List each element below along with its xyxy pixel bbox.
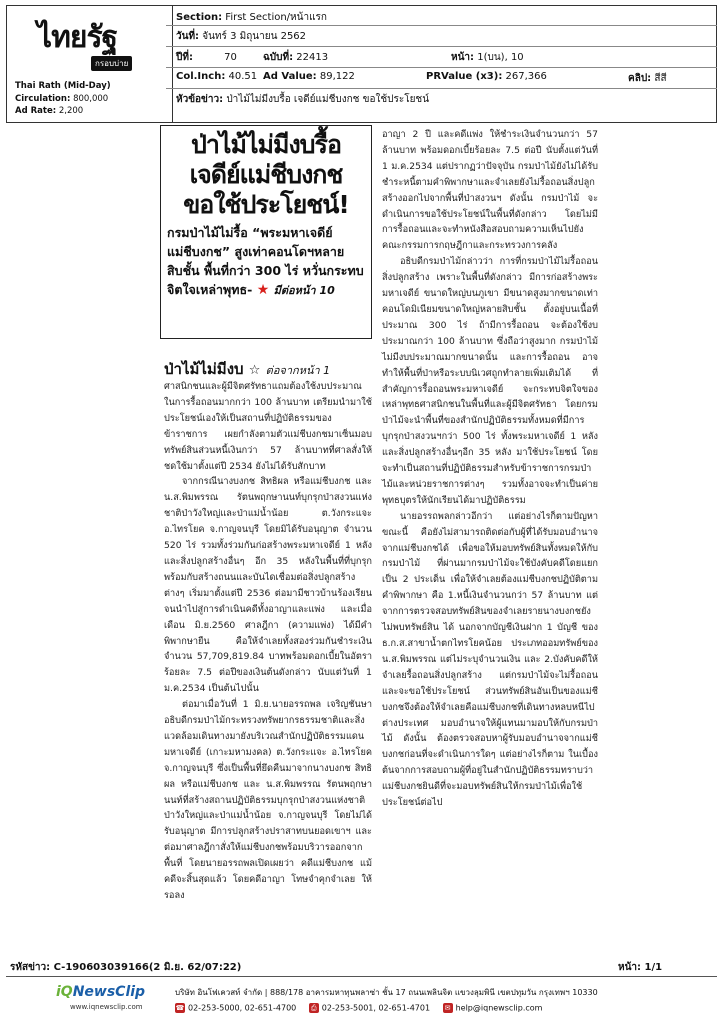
star-outline-icon: ☆	[248, 363, 261, 378]
email-icon: ✉	[443, 1003, 453, 1013]
deck-line-4	[167, 280, 365, 300]
deck-text	[167, 223, 365, 300]
thairath-logo: ไทยรัฐ	[37, 20, 118, 55]
star-icon: ★	[256, 282, 270, 298]
divider	[166, 46, 717, 47]
divider	[166, 88, 717, 89]
phone-icon: ☎	[175, 1004, 185, 1012]
deck-line-1: กรมป่าไม้ไม่รื้อ “พระมหาเจดีย์	[167, 225, 333, 240]
date-value: จันทร์ 3 มิถุนายน 2562	[202, 31, 307, 42]
jump-continued: ต่อจากหน้า 1	[265, 364, 331, 377]
edition-badge: กรอบบ่าย	[91, 56, 132, 71]
ad-rate-row	[15, 105, 111, 118]
date-label: วันที่:	[176, 31, 200, 42]
deck-line-2: แม่ชีบงกช” สูงเท่าคอนโดฯหลาย	[167, 244, 345, 259]
issue-row	[263, 50, 328, 65]
publication-panel	[7, 6, 173, 122]
contact-row	[175, 1003, 542, 1013]
clip-value: สีสี	[654, 73, 667, 84]
year-value: 70	[224, 52, 237, 63]
logo-iq: iQ	[56, 984, 73, 1000]
company-address: บริษัท อินโฟเควสท์ จำกัด | 888/178 อาคารมหาทุนพลาซ่า ชั้น 17 ถนนเพลินจิต แขวงลุมพินี เขตปทุมวัน กรุงเทพฯ 10330	[175, 988, 598, 997]
email-address: help@iqnewsclip.com	[455, 1003, 543, 1013]
headline-line-1: ป่าไม้ไม่มีงบรื้อ	[190, 130, 341, 159]
advalue-value: 89,122	[319, 71, 355, 82]
clip-label: คลิป:	[628, 73, 652, 84]
column-right	[382, 127, 598, 811]
headline-line-3: ขอใช้ประโยชน์!	[183, 190, 349, 219]
jump-title: ป่าไม้ไม่มีงบ	[164, 360, 244, 378]
prvalue-value: 267,366	[505, 71, 547, 82]
iqnewsclip-logo	[56, 984, 145, 1000]
section-row	[176, 10, 327, 25]
colinch-row	[176, 71, 257, 82]
page-label: หน้า:	[451, 52, 475, 63]
logo-newsclip: NewsClip	[72, 984, 146, 1000]
topic-row	[176, 92, 429, 107]
issue-value: 22413	[296, 52, 329, 63]
paragraph: ต่อมาเมื่อวันที่ 1 มิ.ย.นายอรรถพล เจริญชันษาอธิบดีกรมป่าไม้กระทรวงทรัพยากรธรรมชาติและสิ่งแวดล้อมเดินทางมายังบริเวณสำนักปฏิบัติธรรมแดนมหาเจดีย์ (เกาะมหามงคล) ต.วังกระแจะ อ.ไทรโยค จ.กาญจนบุรี ซึ่งเป็นพื้นที่ยึดคืนมาจากนางบงกช สิทธิผล หรือแม่ชีบงกช และ น.ส.พิมพรรณ รัตนพฤกษานนท์ที่สร้างสถานปฏิบัติธรรมบุกรุกป่าสงวนแห่งชาติป่าวังใหญ่และป่าแม่น้ำน้อย จ.กาญจนบุรี โดยไม่ได้รับอนุญาต มีการปลูกสร้างปราสาทบนยอดเขาฯ และต่อมาศาลฎีกาสั่งให้แม่ชีบงกชพร้อมบริวารออกจากพื้นที่ โดยนายอรรถพลเปิดเผยว่า คดีแม่ชีบงกช แม้คดีจะสิ้นสุดแล้ว โดยคดีอาญา โทษจำคุกจำเลย ให้รอลง	[164, 699, 372, 901]
news-reference: รหัสข่าว: C-190603039166(2 มิ.ย. 62/07:22)	[10, 962, 242, 973]
divider	[166, 67, 717, 68]
section-label: Section:	[176, 12, 223, 23]
topic-label: หัวข้อข่าว:	[176, 94, 224, 105]
paragraph: ศาสนิกชนและผู้มีจิตศรัทธาแถมต้องใช้งบประมาณในการรื้อถอนมากกว่า 100 ล้านบาท เตรียมนำมาใช้ประโยชน์เองให้เป็นสถานที่ปฏิบัติธรรมของข้าราชการ เผยกำลังตามตัวแม่ชีบงกชมาเซ็นมอบทรัพย์สินส่วนหนี้เงินกว่า 57 ล้านบาทที่ศาลสั่งให้ชดใช้มาตั้งแต่ปี 2534 ยังไม่ได้รับสักบาท	[164, 381, 372, 472]
year-label: ปีที่:	[176, 52, 193, 63]
date-row	[176, 29, 306, 44]
page-value: 1(บน), 10	[477, 52, 524, 63]
paragraph: นายอรรถพลกล่าวอีกว่า แต่อย่างไรก็ตามปัญหาขณะนี้ คือยังไม่สามารถติดต่อกับผู้ที่ได้รับมอบอำนาจจากแม่ชีบงกชได้ เพื่อขอให้มอบทรัพย์สินทั้งหมดให้กับกรมป่าไม้ ที่ผ่านมากรมป่าไม้จะใช้บังคับคดีโดยแยกเป็น 2 ประเด็น เพื่อให้จำเลยต้องแม่ชีบงกชปฏิบัติตามคำพิพากษา คือ 1.หนี้เงินจำนวนกว่า 57 ล้านบาท แต่จากการตรวจสอบทรัพย์สินของจำเลยรายนางบงกชยังไม่พบทรัพย์สิน ได้ นอกจากบัญชีเงินฝาก 1 บัญชี ของ ธ.ก.ส.สาขาน้ำตกไทรโยคน้อย ประเภทออมทรัพย์ของ น.ส.พิมพรรณ แต่ไม่ระบุจำนวนเงิน และ 2.บังคับคดีให้จำเลยรื้อถอนสิ่งปลูกสร้าง แต่กรมป่าไม้จะไม่รื้อถอน และจะขอใช้ประโยชน์ ส่วนทรัพย์สินอันเป็นของแม่ชีบงกชจึงต้องให้จำเลยคือแม่ชีบงกชที่เดินทางหลบหนีไปต่างประเทศ มอบอำนาจให้ผู้แทนมามอบให้กับกรมป่าไม้ ดังนั้น ต้องตรวจสอบหาผู้รับมอบอำนาจจากแม่ชีบงกชก่อนที่จะดำเนินการใดๆ แต่อย่างไรก็ตาม ในเบื้องต้นจากการสอบถามผู้ที่อยู่ในสำนักปฏิบัติธรรมทราบว่าแม่ชีบงกชยินดีที่จะมอบทรัพย์สินให้กรมป่าไม้เพื่อใช้ประโยชน์ต่อไป	[382, 510, 598, 809]
paragraph: อาญา 2 ปี และคดีแพ่ง ให้ชำระเงินจำนวนกว่า 57 ล้านบาท พร้อมดอกเบี้ยร้อยละ 7.5 ต่อปี นับตั้งแต่วันที่ 1 ม.ค.2534 แต่ปรากฏว่าปัจจุบัน กรมป่าไม้ยังไม่ได้รับชำระหนี้ตามคำพิพากษาและจำเลยยังไม่รื้อถอนสิ่งปลูกสร้างออกไปจากพื้นที่ป่าสงวนฯ ดังนั้น กรมป่าไม้ จะดำเนินการขอใช้ประโยชน์ในพื้นที่ดังกล่าว โดยไม่มีการรื้อถอนและจะทำหนังสือสอบถามความเห็นไปยังคณะกรรมการกฤษฎีกาและกระทรวงการคลัง	[382, 129, 598, 252]
clip-row	[628, 71, 667, 86]
paragraph: จากกรณีนางบงกช สิทธิผล หรือแม่ชีบงกช และ น.ส.พิมพรรณ รัตนพฤกษานนท์บุกรุกป่าสงวนแห่งชาติป่าวังใหญ่และป่าแม่น้ำน้อย ต.วังกระแจะ อ.ไทรโยค จ.กาญจนบุรี โดยมิได้รับอนุญาต จำนวน 520 ไร่ รวมทั้งร่วมกันก่อสร้างพระมหาเจดีย์ 1 หลัง และสิ่งปลูกสร้างอื่นๆ อีก 35 หลังในพื้นที่ที่บุกรุก พร้อมกับสร้างถนนและบันไดเชื่อมต่อสิ่งปลูกสร้างต่างๆ เริ่มมาตั้งแต่ปี 2536 ต่อมามีชาวบ้านร้องเรียนจนนำไปสู่การดำเนินคดีทั้งอาญาและแพ่ง และเมื่อเดือน มิ.ย.2560 ศาลฎีกา (ความแพ่ง) ได้มีคำพิพากษายืน คือให้จำเลยทั้งสองร่วมกันชำระเงินจำนวน 57,709,819.84 บาทพร้อมดอกเบี้ยในอัตราร้อยละ 7.5 ต่อปีของเงินต้นดังกล่าว นับแต่วันที่ 1 ม.ค.2534 เป็นต้นไปนั้น	[164, 476, 372, 695]
year-row	[176, 50, 237, 65]
circulation-value: 800,000	[73, 93, 109, 104]
deck-line-4-text: จิตใจเหล่าพุทธ-	[167, 282, 253, 297]
colinch-label: Col.Inch:	[176, 71, 226, 82]
fax-number: 02-253-5001, 02-651-4701	[321, 1003, 431, 1013]
ad-rate-value: 2,200	[58, 106, 84, 116]
page-count: หน้า: 1/1	[618, 962, 663, 973]
advalue-label: Ad Value:	[263, 71, 317, 82]
continued-note: มีต่อหน้า 10	[273, 284, 335, 297]
section-value: First Section/หน้าแรก	[225, 12, 327, 23]
prvalue-label: PRValue (x3):	[426, 71, 503, 82]
jump-headline	[164, 357, 330, 381]
ad-rate-label: Ad Rate:	[15, 106, 57, 116]
deck-line-3: สิบชั้น พื้นที่กว่า 300 ไร่ หวั่นกระทบ	[167, 263, 364, 278]
fax-icon: ⎙	[309, 1003, 319, 1013]
page-row	[451, 50, 524, 65]
circulation-row	[15, 93, 111, 106]
publication-info	[15, 80, 111, 118]
colinch-value: 40.51	[228, 71, 258, 82]
headline-line-2: เจดีย์แม่ชีบงกช	[189, 160, 343, 189]
phone-number: 02-253-5000, 02-651-4700	[188, 1003, 297, 1013]
circulation-label: Circulation:	[15, 93, 71, 104]
divider	[6, 976, 717, 977]
topic-value: ป่าไม้ไม่มีงบรื้อ เจดีย์แม่ชีบงกช ขอใช้ประโยชน์	[226, 94, 430, 105]
brand-url: www.iqnewsclip.com	[70, 1003, 143, 1011]
publication-name: Thai Rath (Mid-Day)	[15, 81, 111, 91]
prvalue-row	[426, 71, 547, 82]
advalue-row	[263, 71, 355, 82]
paragraph: อธิบดีกรมป่าไม้กล่าวว่า การที่กรมป่าไม้ไม่รื้อถอนสิ่งปลูกสร้าง เพราะในพื้นที่ดังกล่าว มีการก่อสร้างพระมหาเจดีย์ ขนาดใหญ่บนภูเขา มีขนาดสูงมากขนาดเท่าคอนโดมิเนียมขนาดใหญ่หลายสิบชั้น ตั้งอยู่บนเนื้อที่ประมาณ 300 ไร่ ถ้ามีการรื้อถอน จะต้องใช้งบประมาณกว่า 100 ล้านบาท ซึ่งถือว่าสูงมาก กรมป่าไม้ไม่มีงบประมาณมากขนาดนั้น และการรื้อถอน อาจทำให้พื้นที่ป่าหรือระบบนิเวศถูกทำลายเพิ่มเติมได้ ที่สำคัญการรื้อถอนพระมหาเจดีย์ จะกระทบจิตใจของเหล่าพุทธศาสนิกชนในพื้นที่และผู้มีจิตศรัทธา โดยกรมป่าไม้จะนำพื้นที่ของสำนักปฏิบัติธรรมทั้งหมดที่มีการบุกรุกป่าสงวนฯกว่า 500 ไร่ ทั้งพระมหาเจดีย์ 1 หลัง และสิ่งปลูกสร้างอื่นๆอีก 35 หลัง มาใช้ประโยชน์ โดยจะทำเป็นสถานที่ปฏิบัติธรรมสำหรับข้าราชการกรมป่าไม้และหน่วยราชการต่างๆ รวมทั้งอาจจะทำเป็นค่ายพุทธบุตรให้นักเรียนได้มาปฏิบัติธรรม	[382, 256, 598, 506]
news-clipping	[160, 125, 683, 947]
front-page-box	[160, 125, 372, 339]
issue-label: ฉบับที่:	[263, 52, 294, 63]
column-left	[164, 379, 372, 904]
divider	[166, 25, 717, 26]
